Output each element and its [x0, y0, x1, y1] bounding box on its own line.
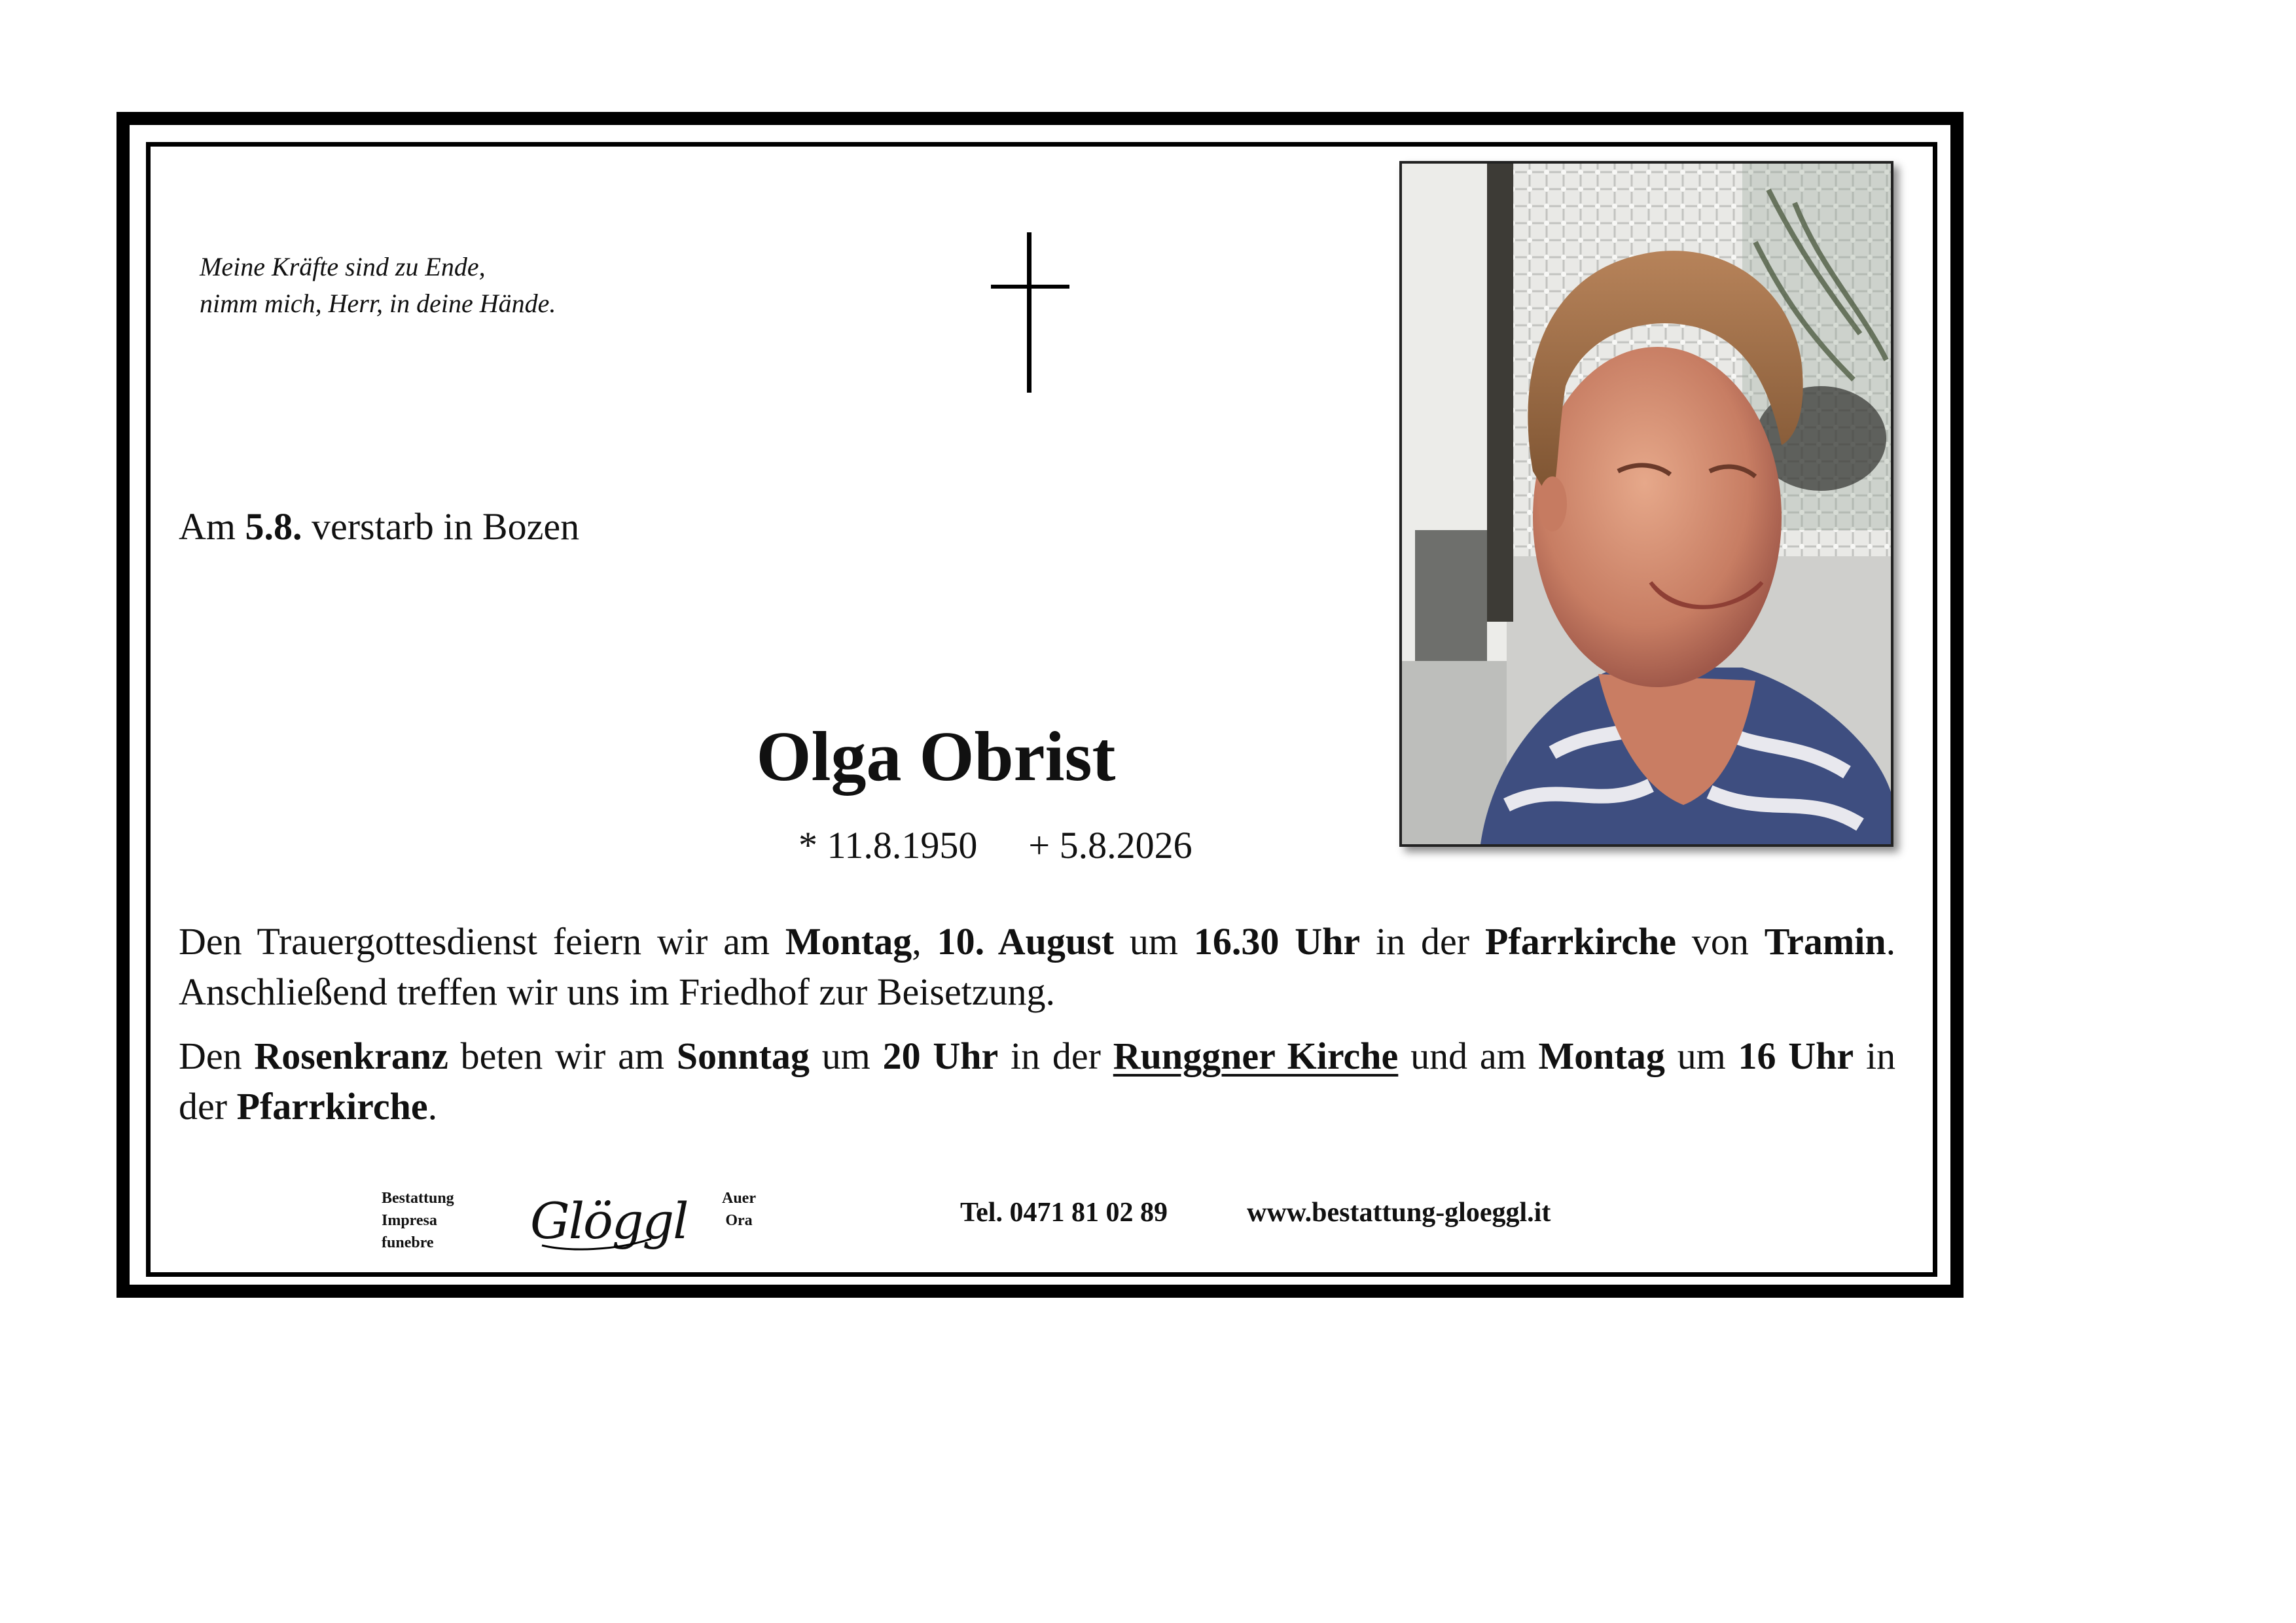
website-link[interactable]: www.bestattung-gloeggl.it	[1247, 1198, 1551, 1228]
label-auer: Auer	[722, 1190, 756, 1207]
rosary-period: .	[427, 1085, 438, 1128]
birth-date: * 11.8.1950	[798, 824, 978, 866]
label-impresa: Impresa	[382, 1212, 437, 1229]
deceased-name: Olga Obrist	[756, 718, 1116, 796]
death-place: verstarb in Bozen	[312, 505, 580, 548]
service-town: Tramin	[1764, 920, 1886, 963]
service-text-von: von	[1691, 920, 1749, 963]
motto-verse	[200, 249, 556, 322]
service-text-um: um	[1129, 920, 1179, 963]
outer-border	[117, 112, 1964, 1298]
death-announcement	[179, 504, 579, 550]
rosary-text-inder: in der	[1011, 1035, 1101, 1077]
death-date: 5.8.	[245, 505, 302, 548]
inner-border	[146, 142, 1937, 1277]
death-prefix: Am	[179, 505, 236, 548]
rosary-time-1: 20 Uhr	[882, 1035, 999, 1077]
service-time: 16.30 Uhr	[1193, 920, 1361, 963]
life-dates	[798, 823, 1193, 868]
rosary-text-undam: und am	[1410, 1035, 1526, 1077]
funeral-service-text	[179, 916, 1895, 1017]
service-church: Pfarrkirche	[1484, 920, 1677, 963]
logo-swash-icon	[530, 1192, 688, 1257]
rosary-text-inder-2: in der	[179, 1035, 1896, 1128]
rosary-sunday: Sonntag	[676, 1035, 810, 1077]
phone-number: Tel. 0471 81 02 89	[960, 1198, 1168, 1228]
rosary-text-beten: beten wir am	[460, 1035, 664, 1077]
rosary-label: Rosenkranz	[254, 1035, 448, 1077]
service-comma: ,	[912, 920, 922, 963]
rosary-place-2: Pfarrkirche	[236, 1085, 428, 1128]
rosary-monday: Montag	[1538, 1035, 1665, 1077]
rosary-text	[179, 1031, 1895, 1132]
location-label	[722, 1187, 756, 1232]
motto-line-1: Meine Kräfte sind zu Ende,	[200, 252, 486, 281]
motto-line-2: nimm mich, Herr, in deine Hände.	[200, 289, 556, 318]
service-text: Den Trauergottesdienst feiern wir am	[179, 920, 770, 963]
portrait-photo	[1399, 161, 1893, 847]
funeral-home-logo	[530, 1192, 688, 1257]
service-date: 10. August	[937, 920, 1115, 963]
rosary-time-2: 16 Uhr	[1738, 1035, 1854, 1077]
rosary-text-um: um	[821, 1035, 870, 1077]
rosary-text-den: Den	[179, 1035, 242, 1077]
rosary-text-um-2: um	[1677, 1035, 1726, 1077]
service-day: Montag	[785, 920, 912, 963]
service-text-inder: in der	[1376, 920, 1470, 963]
service-burial-text: . Anschließend treffen wir uns im Friedhof zur Beisetzung.	[179, 920, 1896, 1013]
label-funebre: funebre	[382, 1234, 434, 1251]
cross-icon	[991, 232, 1069, 393]
label-ora: Ora	[725, 1212, 753, 1229]
logo-text: Glöggl	[530, 1192, 688, 1250]
label-bestattung: Bestattung	[382, 1190, 454, 1207]
rosary-place-1: Runggner Kirche	[1113, 1035, 1399, 1077]
funeral-home-label	[382, 1187, 454, 1254]
death-date-full: + 5.8.2026	[1028, 824, 1193, 866]
